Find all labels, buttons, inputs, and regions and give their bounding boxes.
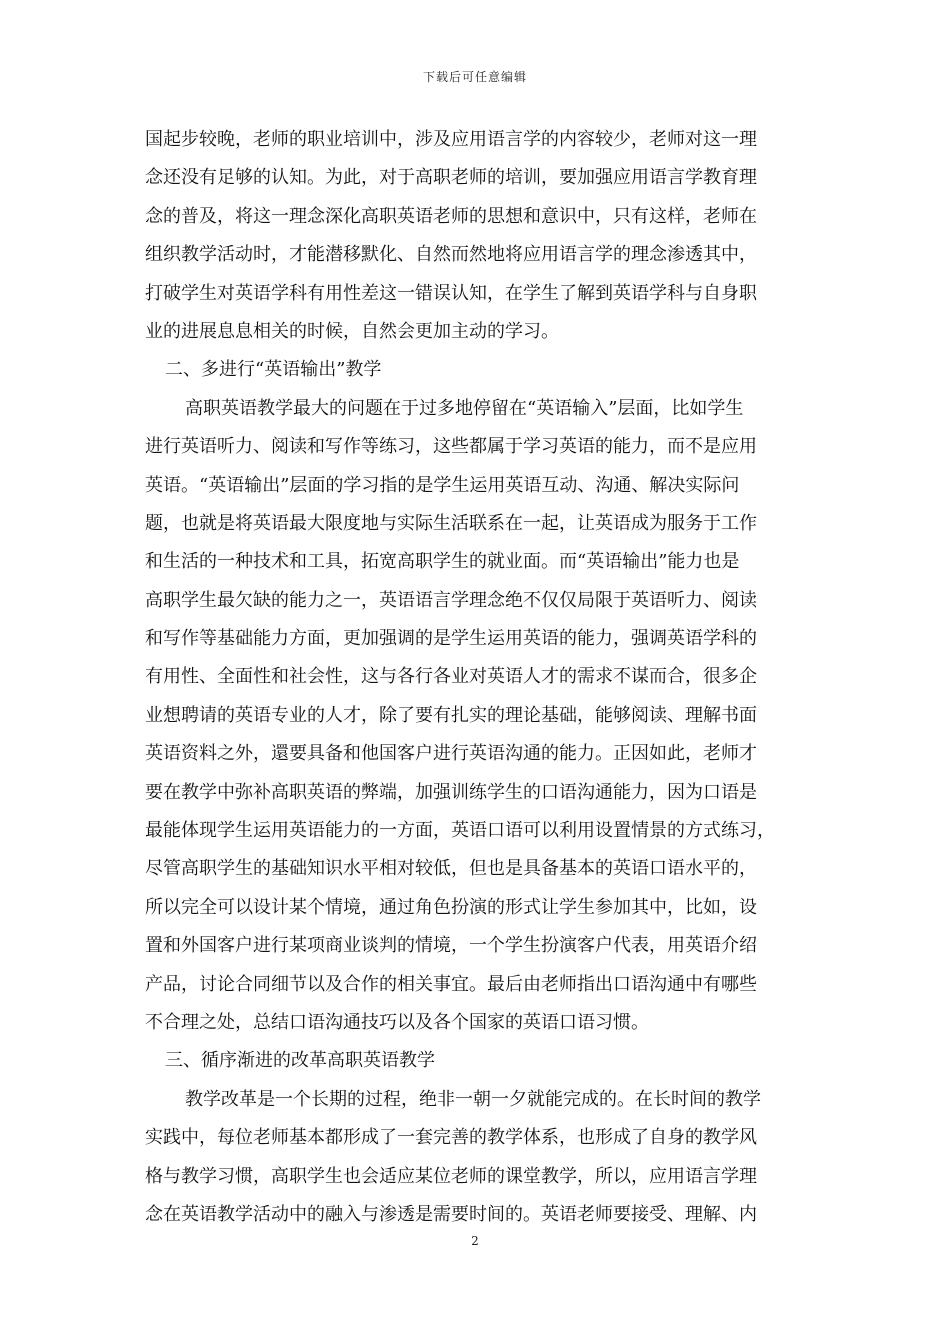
text-line: 产品，讨论合同细节以及合作的相关事宜。最后由老师指出口语沟通中有哪些 <box>145 973 757 995</box>
text-line: 不合理之处，总结口语沟通技巧以及各个国家的英语口语习惯。 <box>145 1011 649 1033</box>
text-line: 念的普及，将这一理念深化高职英语老师的思想和意识中，只有这样，老师在 <box>145 205 757 227</box>
text-line: 高职学生最欠缺的能力之一，英语语言学理念绝不仅仅局限于英语听力、阅读 <box>145 589 757 611</box>
text-line: 教学改革是一个长期的过程，绝非一朝一夕就能完成的。在长时间的教学 <box>185 1088 761 1110</box>
text-line: 题，也就是将英语最大限度地与实际生活联系在一起，让英语成为服务于工作 <box>145 512 757 534</box>
page-header: 下载后可任意编辑 <box>422 70 527 84</box>
text-line: 所以完全可以设计某个情境，通过角色扮演的形式让学生参加其中，比如，设 <box>145 896 757 918</box>
text-line: 和写作等基础能力方面，更加强调的是学生运用英语的能力，强调英语学科的 <box>145 628 757 650</box>
text-line: 格与教学习惯，高职学生也会适应某位老师的课堂教学，所以，应用语言学理 <box>145 1165 757 1187</box>
text-line: 最能体现学生运用英语能力的一方面，英语口语可以利用设置情景的方式练习， <box>145 820 775 842</box>
text-line: 要在教学中弥补高职英语的弊端，加强训练学生的口语沟通能力，因为口语是 <box>145 781 757 803</box>
text-line: 国起步较晚，老师的职业培训中，涉及应用语言学的内容较少，老师对这一理 <box>145 129 757 150</box>
text-line: 组织教学活动时，才能潜移默化、自然而然地将应用语言学的理念渗透其中， <box>145 244 757 266</box>
text-line: 业想聘请的英语专业的人才，除了要有扎实的理论基础，能够阅读、理解书面 <box>145 704 757 726</box>
text-line: 二、多进行“英语输出”教学 <box>165 359 382 381</box>
text-line: 有用性、全面性和社会性，这与各行各业对英语人才的需求不谋而合，很多企 <box>145 666 757 688</box>
text-line: 念还没有足够的认知。为此，对于高职老师的培训，要加强应用语言学教育理 <box>145 167 757 189</box>
text-line: 和生活的一种技术和工具，拓宽高职学生的就业面。而“英语输出”能力也是 <box>145 551 740 573</box>
text-line: 打破学生对英语学科有用性差这一错误认知，在学生了解到英语学科与自身职 <box>145 282 757 304</box>
text-line: 英语。“英语输出”层面的学习指的是学生运用英语互动、沟通、解决实际问 <box>145 474 740 496</box>
text-line: 高职英语教学最大的问题在于过多地停留在“英语输入”层面，比如学生 <box>185 397 744 419</box>
text-line: 三、循序渐进的改革高职英语教学 <box>165 1050 435 1072</box>
text-line: 念在英语教学活动中的融入与渗透是需要时间的。英语老师要接受、理解、内 <box>145 1203 757 1225</box>
text-line: 业的进展息息相关的时候，自然会更加主动的学习。 <box>145 320 559 342</box>
text-line: 置和外国客户进行某项商业谈判的情境，一个学生扮演客户代表，用英语介绍 <box>145 935 757 957</box>
text-line: 实践中，每位老师基本都形成了一套完善的教学体系，也形成了自身的教学风 <box>145 1127 757 1149</box>
text-line: 尽管高职学生的基础知识水平相对较低，但也是具备基本的英语口语水平的， <box>145 858 757 880</box>
document-body <box>145 121 810 1234</box>
text-line: 英语资料之外，還要具备和他国客户进行英语沟通的能力。正因如此，老师才 <box>145 743 757 765</box>
page-number: 2 <box>471 1234 479 1248</box>
text-line: 进行英语听力、阅读和写作等练习，这些都属于学习英语的能力，而不是应用 <box>145 436 757 458</box>
